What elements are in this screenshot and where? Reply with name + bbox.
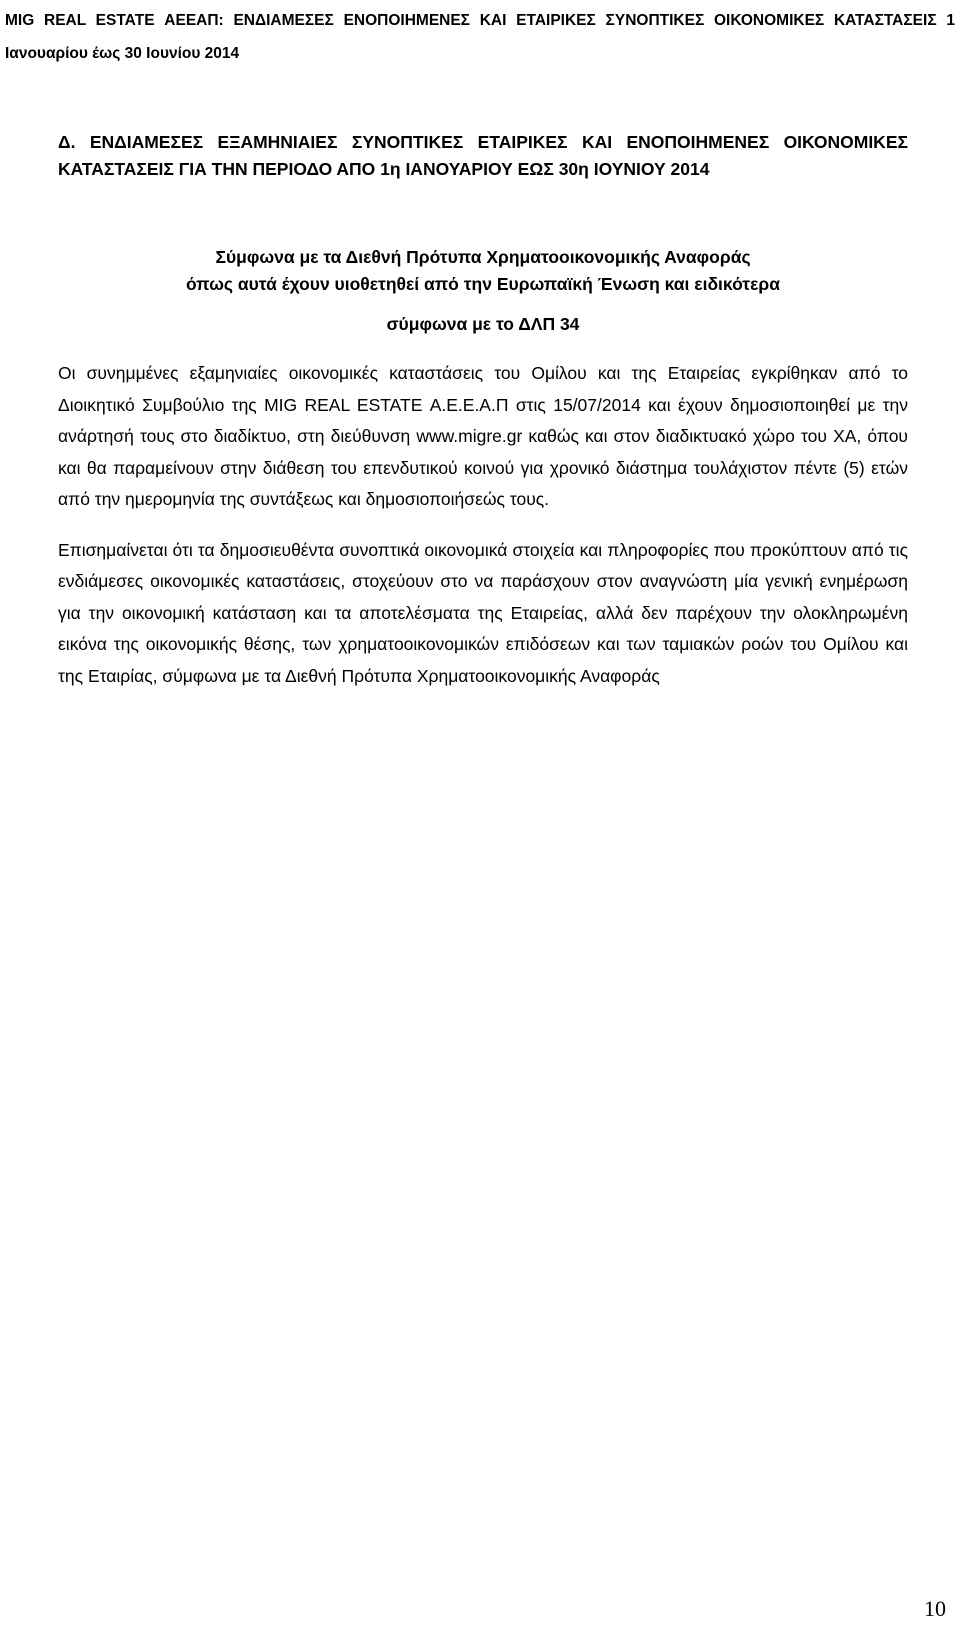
document-body	[58, 129, 908, 692]
standards-subheading	[58, 244, 908, 338]
subheading-line-3: σύμφωνα με το ΔΛΠ 34	[386, 314, 580, 334]
page-number: 10	[924, 1596, 946, 1621]
subheading-line-2: όπως αυτά έχουν υιοθετηθεί από την Ευρωπαϊκή Ένωση και ειδικότερα	[185, 274, 781, 294]
running-header: MIG REAL ESTATE ΑΕΕΑΠ: ΕΝΔΙΑΜΕΣΕΣ ΕΝΟΠΟΙΗΜΕΝΕΣ ΚΑΙ ΕΤΑΙΡΙΚΕΣ ΣΥΝΟΠΤΙΚΕΣ ΟΙΚΟΝΟΜΙΚΕΣ ΚΑΤΑΣΤΑΣΕΙΣ 1 Ιανουαρίου έως 30 Ιουνίου 2014	[5, 12, 955, 62]
section-title: Δ. ΕΝΔΙΑΜΕΣΕΣ ΕΞΑΜΗΝΙΑΙΕΣ ΣΥΝΟΠΤΙΚΕΣ ΕΤΑΙΡΙΚΕΣ ΚΑΙ ΕΝΟΠΟΙΗΜΕΝΕΣ ΟΙΚΟΝΟΜΙΚΕΣ ΚΑΤΑΣΤΑΣΕΙΣ ΓΙΑ ΤΗΝ ΠΕΡΙΟΔΟ ΑΠΟ 1η ΙΑΝΟΥΑΡΙΟΥ ΕΩΣ 30η ΙΟΥΝΙΟΥ 2014	[58, 132, 908, 179]
approval-paragraph: Οι συνημμένες εξαμηνιαίες οικονομικές καταστάσεις του Ομίλου και της Εταιρείας εγκρίθηκαν από το Διοικητικό Συμβούλιο της MIG REAL ESTATE Α.Ε.Ε.Α.Π στις 15/07/2014 και έχουν δημοσιοποιηθεί με την ανάρτησή τους στο διαδίκτυο, στη διεύθυνση www.migre.gr καθώς και στον διαδικτυακό χώρο του ΧΑ, όπου και θα παραμείνουν στην διάθεση του επενδυτικού κοινού για χρονικό διάστημα τουλάχιστον πέντε (5) ετών από την ημερομηνία της συντάξεως και δημοσιοποιήσεώς τους.	[58, 363, 908, 509]
notice-paragraph: Επισημαίνεται ότι τα δημοσιευθέντα συνοπτικά οικονομικά στοιχεία και πληροφορίες που προκύπτουν από τις ενδιάμεσες οικονομικές καταστάσεις, στοχεύουν στο να παράσχουν στον αναγνώστη μία γενική ενημέρωση για την οικονομική κατάσταση και τα αποτελέσματα της Εταιρείας, αλλά δεν παρέχουν την ολοκληρωμένη εικόνα της οικονομικής θέσης, των χρηματοοικονομικών επιδόσεων και των ταμιακών ροών του Ομίλου και της Εταιρίας, σύμφωνα με τα Διεθνή Πρότυπα Χρηματοοικονομικής Αναφοράς	[58, 539, 908, 686]
subheading-line-1: Σύμφωνα με τα Διεθνή Πρότυπα Χρηματοοικονομικής Αναφοράς	[215, 247, 751, 267]
